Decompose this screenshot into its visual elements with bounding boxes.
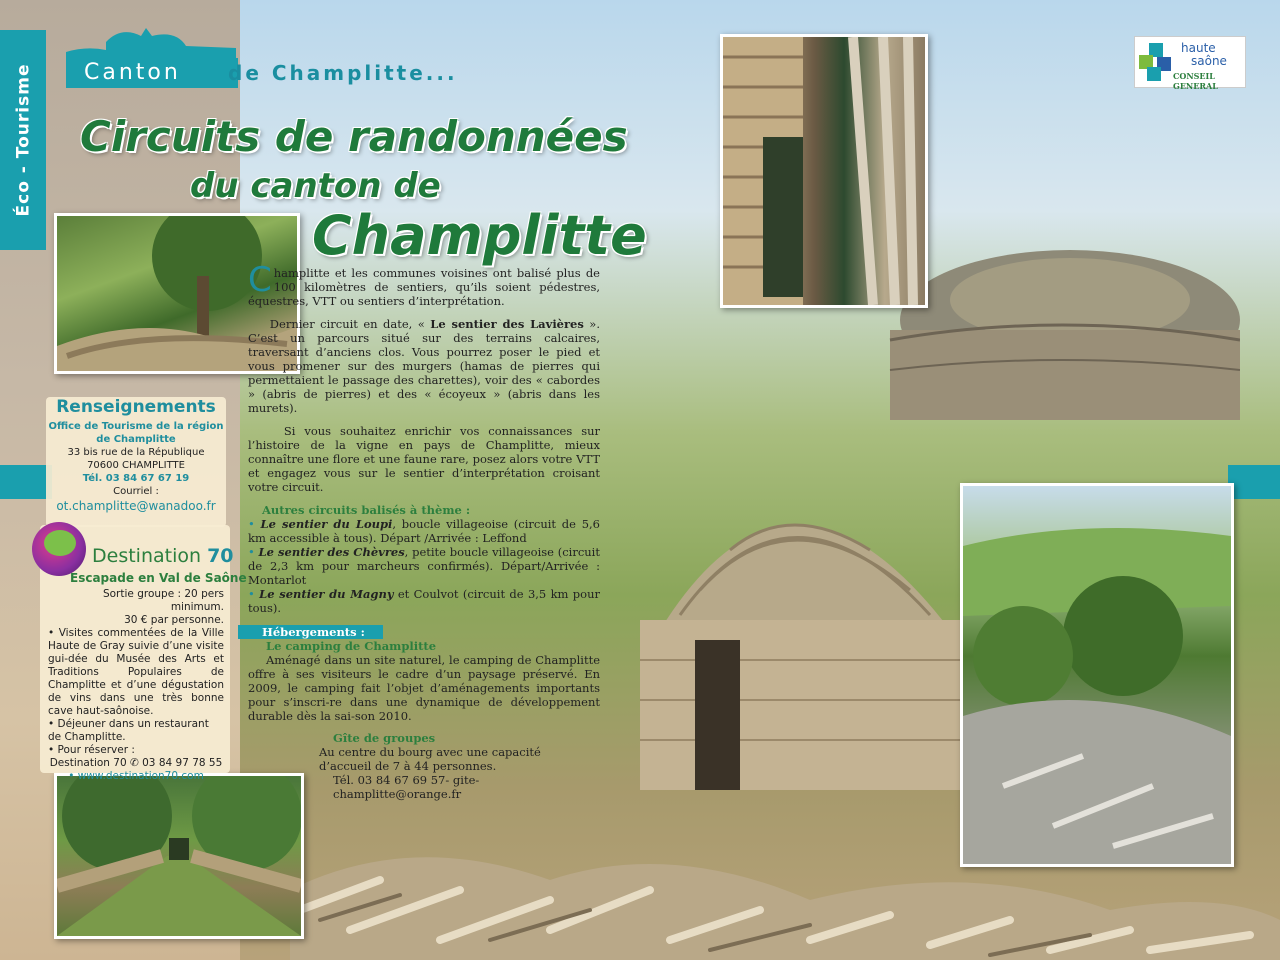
right-edge-notch <box>1228 465 1280 499</box>
gite-title: Gîte de groupes <box>333 731 436 745</box>
circuit-text: , boucle villageoise (circuit de 5,6 km accessible à tous). Départ /Arrivée : Leffond <box>248 517 600 545</box>
gite-text: Au centre du bourg avec une capacité d’accueil de 7 à 44 personnes. <box>319 745 541 773</box>
hebergements-title: Hébergements : <box>238 625 383 639</box>
logo-text-3: CONSEIL GENERAL <box>1173 71 1218 91</box>
banner-location: de Champlitte... <box>228 61 458 85</box>
sentier-lavieres: Le sentier des Lavières <box>430 317 584 331</box>
gite-contact: Tél. 03 84 67 69 57- gite-champlitte@orange.fr <box>333 773 480 801</box>
banner-canton: Canton <box>84 60 181 85</box>
circuit-name: Le sentier des Chèvres <box>258 545 405 559</box>
destination-subtitle: Escapade en Val de Saône <box>70 571 247 585</box>
intro-paragraph <box>248 260 600 308</box>
destination-title <box>92 545 234 567</box>
office-name: Office de Tourisme de la région de Champlitte <box>48 421 224 445</box>
circuit-item: • Le sentier du Loupi, boucle villageoise (circuit de 5,6 km accessible à tous). Départ /Arrivée : Leffond <box>248 517 600 545</box>
phone-number: Tél. 03 84 67 67 19 <box>82 473 190 484</box>
camping-title: Le camping de Champlitte <box>266 639 437 653</box>
left-edge-notch <box>0 465 52 499</box>
logo-text-2: saône <box>1191 54 1227 68</box>
email-address[interactable]: ot.champlitte@wanadoo.fr <box>56 499 216 513</box>
paragraph-lavieres <box>248 317 600 415</box>
destination-line: • Visites commentées de la Ville Haute de Gray suivie d’une visite gui-dée du Musée des Arts et Traditions Populaires de Champlitte et d’une dégustation de vins dans une très bonne cave haut-saônoise. <box>48 627 224 717</box>
destination-line: Sortie groupe : 20 pers minimum. <box>102 588 224 613</box>
email-label: Courriel : <box>113 486 159 497</box>
destination-phone: Destination 70 ✆ 03 84 97 78 55 <box>49 757 223 769</box>
intro-text: hamplitte et les communes voisines ont balisé plus de 100 kilomètres de sentiers, qu’ils soient pédestres, équestres, VTT ou sentiers d’interprétation. <box>248 266 600 308</box>
para2-pre: Dernier circuit en date, « <box>269 317 431 331</box>
destination-line: • Déjeuner dans un restaurant de Champlitte. <box>48 718 209 743</box>
para3-text: Si vous souhaitez enrichir vos connaissances sur l’histoire de la vigne en pays de Champlitte, mieux connaître une flore et une faune rare, posez alors votre VTT et engagez vous sur le sentier d’interprétation croisant votre circuit. <box>248 424 601 494</box>
side-tab-label: Éco - Tourisme <box>13 63 33 217</box>
gite-section <box>319 731 593 801</box>
autres-circuits-title: Autres circuits balisés à thème : <box>262 503 471 517</box>
circuit-text: et Coulvot (circuit de 3,5 km pour tous). <box>248 587 600 615</box>
destination-website[interactable]: • www.destination70.com <box>68 770 204 782</box>
address-line-2: 70600 CHAMPLITTE <box>87 460 185 471</box>
main-article <box>248 260 601 801</box>
info-box-renseignements <box>46 397 226 527</box>
address-line-1: 33 bis rue de la République <box>67 447 205 458</box>
destination-title-number: 70 <box>207 545 234 567</box>
destination-details <box>48 588 224 783</box>
stone-hut-illustration <box>620 440 960 800</box>
circuit-name: Le sentier du Magny <box>259 587 394 601</box>
circuit-name: Le sentier du Loupi <box>260 517 393 531</box>
village-silhouette-icon <box>66 22 236 62</box>
hebergements-heading <box>238 625 600 639</box>
frog-icon <box>44 530 76 556</box>
side-tab-label-wrap <box>0 30 46 250</box>
logo-text-1: haute <box>1181 41 1216 55</box>
destination-title-word: Destination <box>92 545 202 567</box>
haute-saone-logo <box>1134 36 1246 91</box>
destination-line: 30 € par personne. <box>124 614 224 626</box>
paragraph-vigne <box>248 424 600 494</box>
info-box-title: Renseignements <box>56 397 216 417</box>
page-title-line-3: Champlitte <box>312 204 647 267</box>
photo-landscape <box>960 483 1234 867</box>
dropcap: C <box>248 260 272 300</box>
logo-cross-icon <box>1139 43 1175 81</box>
destination-line: • Pour réserver : <box>48 744 135 756</box>
circuit-text: , petite boucle villageoise (circuit de 2,3 km pour marcheurs confirmés). Départ/Arrivée : Montarlot <box>248 545 600 587</box>
circuit-item: • Le sentier du Magny et Coulvot (circuit de 3,5 km pour tous). <box>248 587 600 615</box>
page-title-line-2: du canton de <box>190 166 441 206</box>
photo-hut-interior <box>720 34 928 308</box>
circuit-item: • Le sentier des Chèvres, petite boucle villageoise (circuit de 2,3 km pour marcheurs confirmés). Départ/Arrivée : Montarlot <box>248 545 600 587</box>
stone-mound-illustration <box>880 230 1240 430</box>
page-title-line-1: Circuits de randonnées <box>80 112 628 161</box>
para2-post: ». C’est un parcours situé sur des terrains calcaires, traversant d’anciens clos. Vous pourrez poser le pied et vous promener sur des murgers (hamas de pierres qui permettaient le passage des charettes), voir des « cabordes » (abris de pierres) et des « écoyeux » (abris dans les murets). <box>248 317 600 415</box>
camping-text: Aménagé dans un site naturel, le camping de Champlitte offre à ses visiteurs le cadre d’un paysage préservé. En 2009, le camping fait l’objet d’aménagements importants pour s’inscri-re dans une dynamique de développement durable dès la sai-son 2010. <box>248 653 600 723</box>
